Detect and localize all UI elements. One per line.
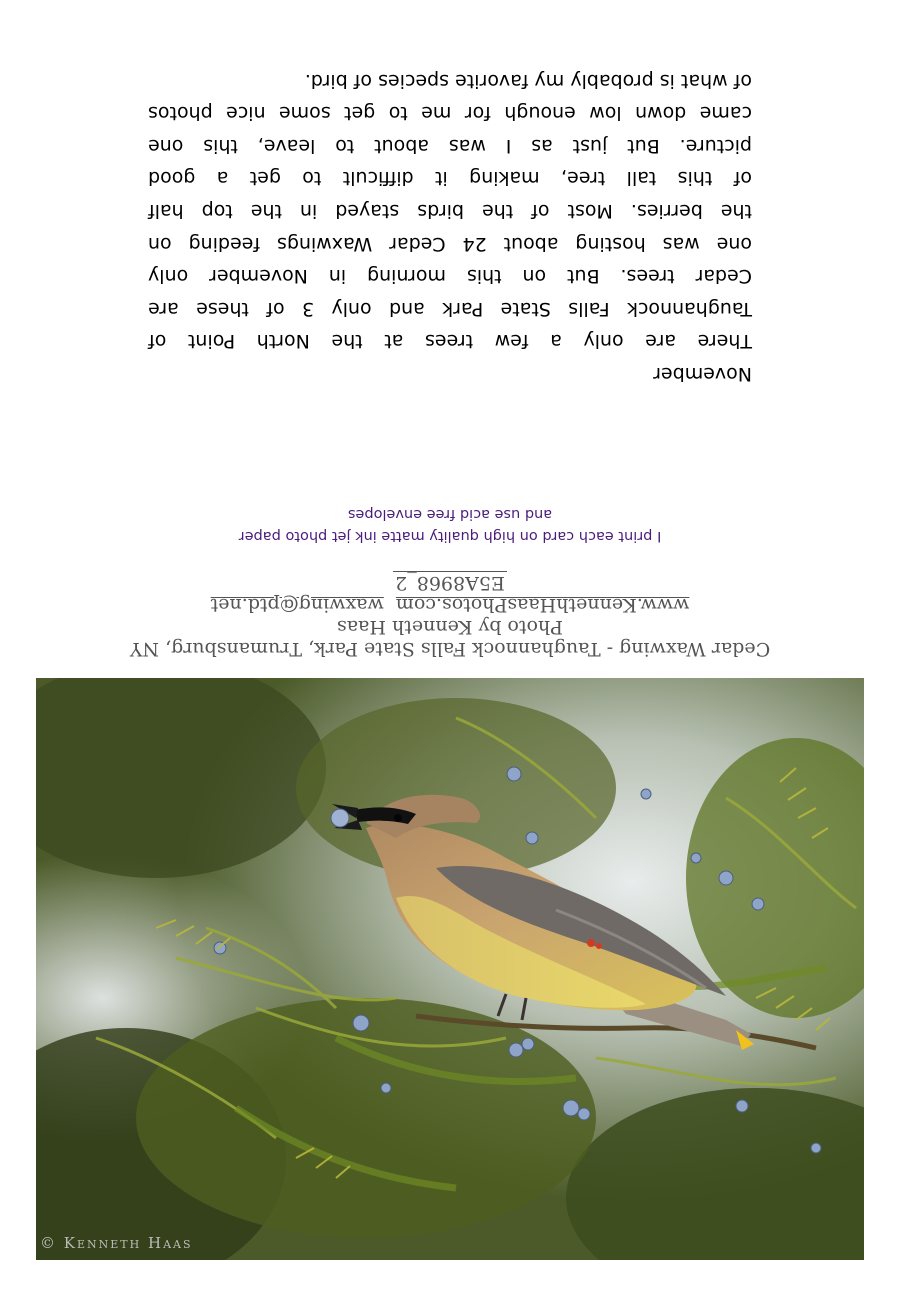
- waxwing-photo: [36, 678, 864, 1260]
- caption-photographer: Photo by Kenneth Haas: [336, 616, 564, 638]
- story-line: There are only a few trees at the North Point of: [148, 330, 752, 353]
- photo-illustration: [36, 678, 864, 1260]
- story-month: November: [653, 363, 752, 385]
- story-line: Cedar trees. But on this morning in November only: [148, 265, 752, 288]
- photo-credit-watermark: © Kenneth Haas: [40, 1234, 193, 1252]
- story-line: came down low enough for me to get some nice photos: [148, 102, 752, 125]
- caption-code-row: [100, 571, 800, 594]
- story-line: the berries. Most of the birds stayed in the top half: [148, 200, 752, 223]
- story-line: of this tall tree, making it difficult to get a good: [148, 167, 752, 190]
- story-line: one was hosting about 24 Cedar Waxwings feeding on: [148, 232, 752, 255]
- image-code: E5A8968_2: [395, 572, 505, 594]
- story-line: Taughannock Falls State Park and only 3 of these are: [148, 297, 752, 320]
- story-line: of what is probably my favorite species of bird.: [304, 69, 752, 92]
- website-link[interactable]: www.KennethHaasPhotos.com: [395, 594, 690, 616]
- caption-contact: [100, 594, 800, 616]
- printing-note-line-2: and use acid free envelopes: [347, 506, 553, 522]
- story-text: [148, 64, 752, 390]
- caption-title: Cedar Waxwing - Taughannock Falls State Park, Trumansburg, NY: [129, 638, 771, 660]
- printing-note-line-1: I print each card on high quality matte ink jet photo paper: [238, 528, 662, 544]
- story-line: picture. But just as I was about to leave, this one: [148, 134, 752, 157]
- email-link[interactable]: waxwing@ptd.net: [210, 594, 384, 616]
